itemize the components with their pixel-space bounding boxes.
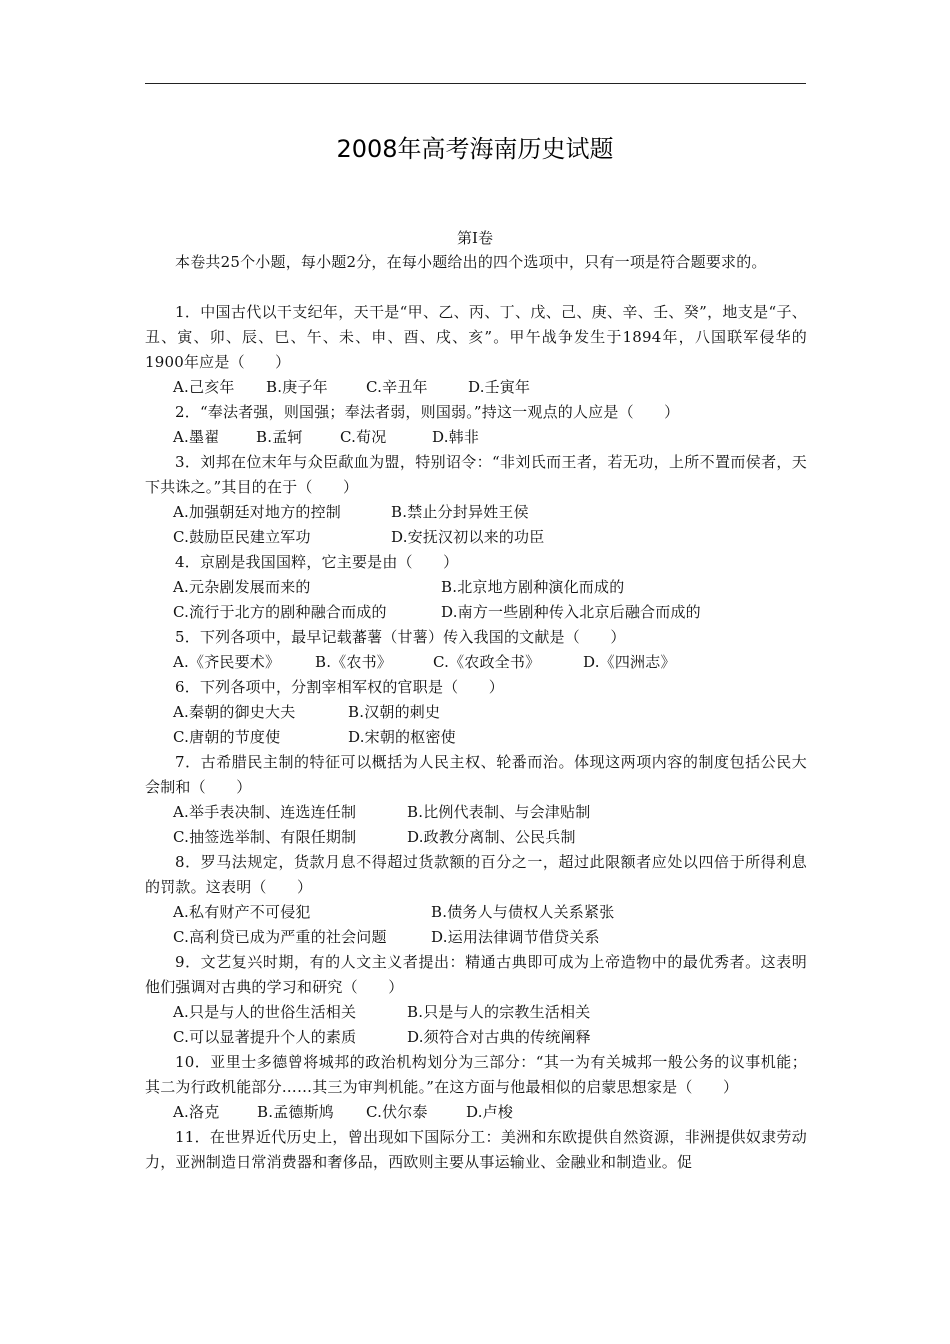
question-1-option-a: A.己亥年 <box>173 378 235 396</box>
question-8-options-row2 <box>145 925 807 950</box>
question-7-stem: 7．古希腊民主制的特征可以概括为人民主权、轮番而治。体现这两项内容的制度包括公民大会制和（ ） <box>145 753 807 796</box>
question-7-options-row1 <box>145 800 807 825</box>
question-1-option-b: B.庚子年 <box>266 378 328 396</box>
question-8-options-row1 <box>145 900 807 925</box>
question-9-option-d: D.须符合对古典的传统阐释 <box>407 1028 591 1046</box>
question-3-options-row2 <box>145 525 807 550</box>
question-1-stem: 1．中国古代以干支纪年，天干是“甲、乙、丙、丁、戊、己、庚、辛、壬、癸”，地支是“子、丑、寅、卯、辰、巳、午、未、申、酉、戌、亥”。甲午战争发生于1894年，八国联军侵华的1900年应是（ ） <box>145 303 807 371</box>
question-10-option-b: B.孟德斯鸠 <box>257 1103 334 1121</box>
question-7-options-row2 <box>145 825 807 850</box>
question-8-option-d: D.运用法律调节借贷关系 <box>431 928 600 946</box>
question-3-option-a: A.加强朝廷对地方的控制 <box>173 503 342 521</box>
question-2-option-b: B.孟轲 <box>256 428 303 446</box>
question-6-option-b: B.汉朝的刺史 <box>348 703 441 721</box>
question-8-option-a: A.私有财产不可侵犯 <box>173 903 311 921</box>
question-1-option-d: D.壬寅年 <box>468 378 531 396</box>
question-4-option-b: B.北京地方剧种演化而成的 <box>441 578 625 596</box>
question-5-option-b: B.《农书》 <box>315 653 392 671</box>
question-7-option-b: B.比例代表制、与会津贴制 <box>407 803 591 821</box>
question-8-option-c: C.高利贷已成为严重的社会问题 <box>173 928 387 946</box>
question-4-option-a: A.元杂剧发展而来的 <box>173 578 311 596</box>
page-title: 2008年高考海南历史试题 <box>336 135 614 163</box>
question-7-option-c: C.抽签选举制、有限任期制 <box>173 828 357 846</box>
question-10-options <box>145 1100 807 1125</box>
question-7-option-d: D.政教分离制、公民兵制 <box>407 828 576 846</box>
question-11-stem: 11．在世界近代历史上，曾出现如下国际分工：美洲和东欧提供自然资源，非洲提供奴隶劳动力，亚洲制造日常消费器和奢侈品，西欧则主要从事运输业、金融业和制造业。促 <box>145 1128 807 1171</box>
question-6-option-c: C.唐朝的节度使 <box>173 728 281 746</box>
question-9-option-c: C.可以显著提升个人的素质 <box>173 1028 357 1046</box>
question-5-option-d: D.《四洲志》 <box>583 653 676 671</box>
question-3-options-row1 <box>145 500 807 525</box>
question-5-options <box>145 650 807 675</box>
question-9-options-row1 <box>145 1000 807 1025</box>
intro-text: 本卷共25个小题，每小题2分，在每小题给出的四个选项中，只有一项是符合题要求的。 <box>175 253 767 271</box>
question-2-stem: 2．“奉法者强，则国强；奉法者弱，则国弱。”持这一观点的人应是（ ） <box>175 403 680 421</box>
question-6-option-d: D.宋朝的枢密使 <box>348 728 456 746</box>
exam-body <box>145 250 807 1175</box>
question-2-option-a: A.墨翟 <box>173 428 220 446</box>
question-5-stem: 5．下列各项中，最早记载蕃薯（甘薯）传入我国的文献是（ ） <box>175 628 626 646</box>
question-6-stem: 6．下列各项中，分割宰相军权的官职是（ ） <box>175 678 504 696</box>
question-6-options-row2 <box>145 725 807 750</box>
question-6-option-a: A.秦朝的御史大夫 <box>173 703 296 721</box>
question-6-options-row1 <box>145 700 807 725</box>
question-4-option-c: C.流行于北方的剧种融合而成的 <box>173 603 387 621</box>
question-9-stem: 9．文艺复兴时期，有的人文主义者提出：精通古典即可成为上帝造物中的最优秀者。这表明他们强调对古典的学习和研究（ ） <box>145 953 807 996</box>
question-9-option-a: A.只是与人的世俗生活相关 <box>173 1003 357 1021</box>
question-7-option-a: A.举手表决制、连选连任制 <box>173 803 357 821</box>
section-heading: 第Ⅰ卷 <box>457 229 493 247</box>
question-9-options-row2 <box>145 1025 807 1050</box>
question-2-option-d: D.韩非 <box>432 428 480 446</box>
question-8-option-b: B.债务人与债权人关系紧张 <box>431 903 615 921</box>
question-2-options <box>145 425 807 450</box>
question-1-option-c: C.辛丑年 <box>366 378 428 396</box>
question-4-stem: 4．京剧是我国国粹，它主要是由（ ） <box>175 553 459 571</box>
top-rule <box>145 83 806 84</box>
question-5-option-a: A.《齐民要术》 <box>173 653 281 671</box>
question-3-option-d: D.安抚汉初以来的功臣 <box>391 528 545 546</box>
question-4-option-d: D.南方一些剧种传入北京后融合而成的 <box>441 603 701 621</box>
question-4-options-row2 <box>145 600 807 625</box>
question-1-options <box>145 375 807 400</box>
question-4-options-row1 <box>145 575 807 600</box>
question-3-option-c: C.鼓励臣民建立军功 <box>173 528 311 546</box>
question-9-option-b: B.只是与人的宗教生活相关 <box>407 1003 591 1021</box>
question-3-option-b: B.禁止分封异姓王侯 <box>391 503 529 521</box>
question-8-stem: 8．罗马法规定，货款月息不得超过货款额的百分之一，超过此限额者应处以四倍于所得利息的罚款。这表明（ ） <box>145 853 807 896</box>
question-10-option-a: A.洛克 <box>173 1103 220 1121</box>
question-10-stem: 10．亚里士多德曾将城邦的政治机构划分为三部分：“其一为有关城邦一般公务的议事机能；其二为行政机能部分……其三为审判机能。”在这方面与他最相似的启蒙思想家是（ ） <box>145 1053 807 1096</box>
question-3-stem: 3．刘邦在位末年与众臣歃血为盟，特别诏令：“非刘氏而王者，若无功，上所不置而侯者，天下共诛之。”其目的在于（ ） <box>145 453 807 496</box>
question-5-option-c: C.《农政全书》 <box>433 653 541 671</box>
question-10-option-c: C.伏尔泰 <box>366 1103 428 1121</box>
question-10-option-d: D.卢梭 <box>466 1103 514 1121</box>
question-2-option-c: C.荀况 <box>340 428 387 446</box>
